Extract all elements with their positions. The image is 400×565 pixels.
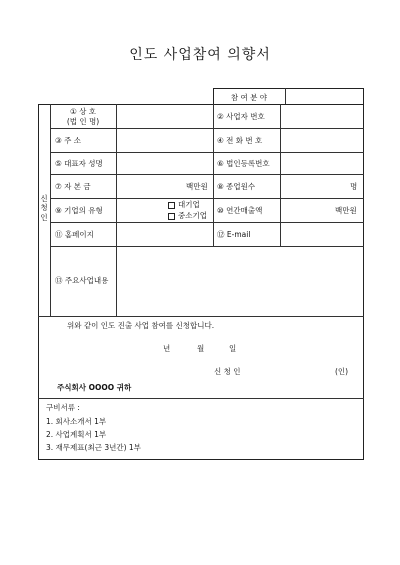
applicant-vertical-label: 신청인 [40, 194, 48, 222]
capital-label: ⑦ 자 본 금 [55, 182, 91, 191]
date-month: 월 [197, 344, 205, 353]
large-company-option[interactable]: 대기업 [168, 201, 200, 209]
revenue-unit: 백만원 [335, 206, 357, 215]
company-name-field[interactable] [120, 112, 210, 122]
corp-reg-no-label: ⑥ 법인등록번호 [217, 159, 270, 168]
email-field[interactable] [284, 229, 360, 239]
business-no-field[interactable] [284, 112, 360, 122]
sme-checkbox[interactable] [168, 213, 175, 220]
document-title: 인도 사업참여 의향서 [129, 47, 271, 63]
document-item: 1. 회사소개서 1부 [46, 417, 107, 426]
capital-unit: 백만원 [186, 182, 208, 191]
seal-mark: (인) [335, 367, 349, 376]
address-field[interactable] [120, 136, 210, 146]
company-type-label: ⑨ 기업의 유형 [55, 206, 103, 215]
employees-unit: 명 [350, 182, 358, 191]
phone-field[interactable] [284, 136, 360, 146]
participation-field-label: 참 여 분 야 [230, 93, 268, 102]
document-item: 3. 재무제표(최근 3년간) 1부 [46, 443, 141, 452]
corp-reg-no-field[interactable] [284, 158, 360, 168]
applicant-sign-label: 신 청 인 [214, 367, 241, 376]
date-day: 일 [229, 344, 237, 353]
document-item: 2. 사업계획서 1부 [46, 430, 107, 439]
homepage-label: ⑪ 홈페이지 [55, 230, 94, 239]
revenue-label: ⑩ 연간매출액 [217, 206, 263, 215]
business-no-label: ② 사업자 번호 [217, 112, 265, 121]
business-desc-field[interactable] [120, 252, 360, 310]
homepage-field[interactable] [120, 229, 210, 239]
business-desc-label: ⑬ 주요사업내용 [55, 276, 109, 285]
addressee: 주식회사 OOOO 귀하 [57, 383, 132, 392]
documents-heading: 구비서류 : [46, 403, 80, 412]
declaration-text: 위와 같이 인도 진출 사업 참여를 신청합니다. [67, 321, 215, 330]
large-company-checkbox[interactable] [168, 202, 175, 209]
employees-label: ⑧ 종업원수 [217, 182, 256, 191]
representative-field[interactable] [120, 158, 210, 168]
address-label: ③ 주 소 [55, 136, 81, 145]
company-name-label: ① 상 호 (법 인 명) [66, 107, 100, 126]
representative-label: ⑤ 대표자 성명 [55, 159, 103, 168]
phone-label: ④ 전 화 번 호 [217, 136, 263, 145]
sme-option[interactable]: 중소기업 [168, 212, 207, 220]
date-year: 년 [163, 344, 171, 353]
email-label: ⑫ E-mail [217, 230, 251, 239]
